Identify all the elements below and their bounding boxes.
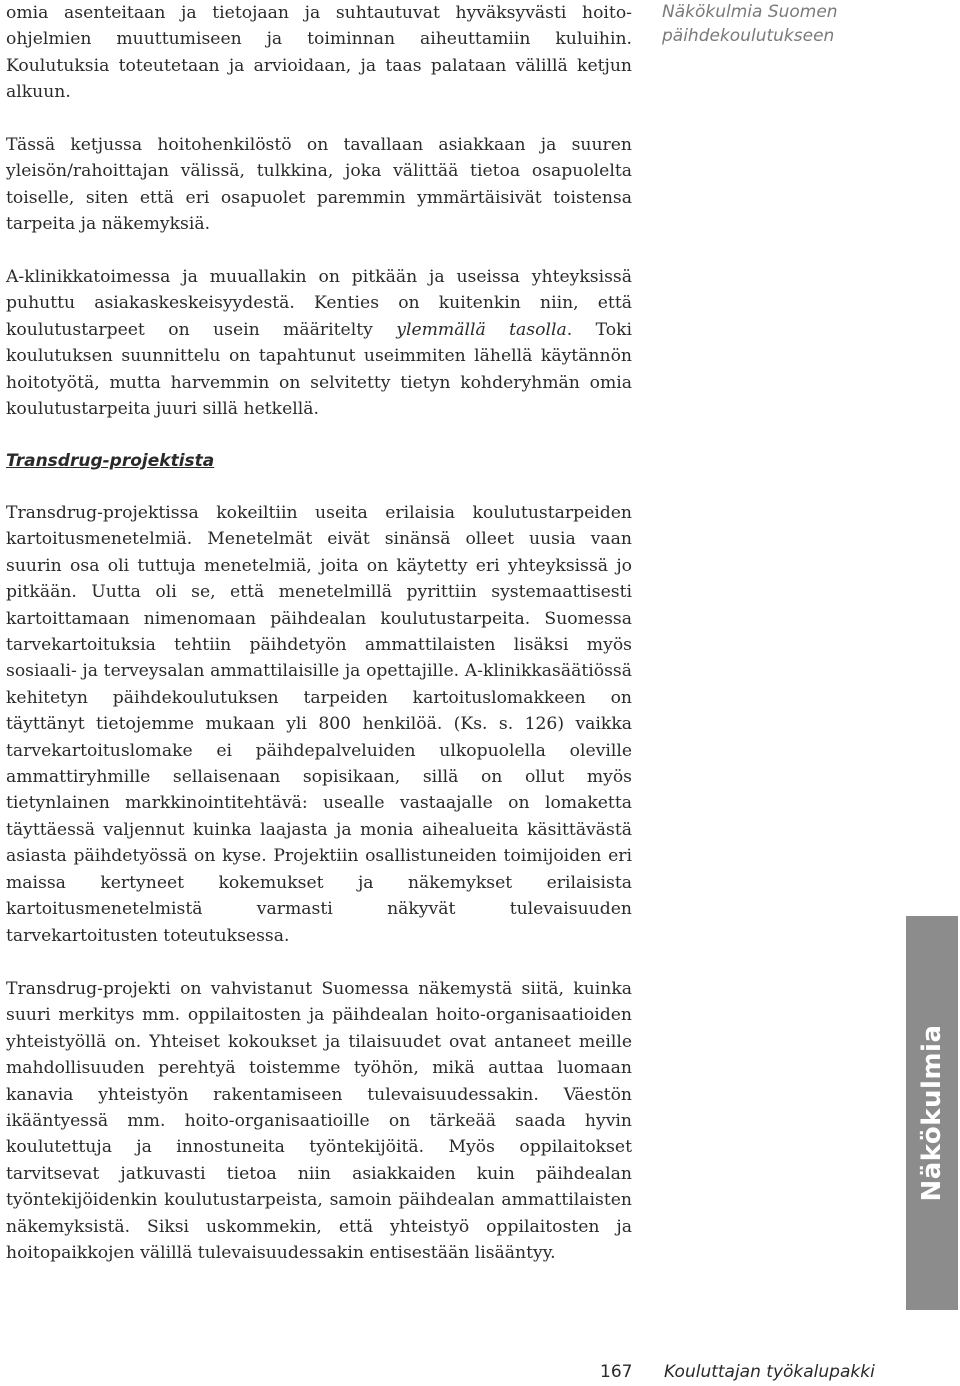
section-heading: Transdrug-projektista	[6, 451, 215, 471]
section-side-tab	[906, 916, 958, 1310]
paragraph-continued: omia asenteitaan ja tietojaan ja suhtautuvat hyväksyvästi hoito-ohjelmien muuttumiseen ja toiminnan aiheuttamiin kuluihin. Koulutuksia toteutetaan ja arvioidaan, ja taas palataan välillä ketjun alkuun.	[6, 3, 632, 103]
paragraph-a-clinic	[6, 264, 632, 422]
running-header	[662, 0, 942, 48]
page-number: 167	[600, 1362, 633, 1382]
paragraph-transdrug-methods: Transdrug-projektissa kokeiltiin useita erilaisia koulutustarpeiden kartoitusmenetelmiä. Menetelmät eivät sinänsä olleet uusia vaan suurin osa oli tuttuja menetelmiä, joita on käytetty eri yhteyksissä jo pitkään. Uutta oli se, että menetelmillä pyrittiin systemaattisesti kartoittamaan nimenomaan päihdealan koulutustarpeita. Suomessa tarvekartoituksia tehtiin päihdetyön ammattilaisten lisäksi myös sosiaali- ja terveysalan ammattilaisille ja opettajille. A-klinikkasäätiössä kehitetyn päihdekoulutuksen tarpeiden kartoituslomakkeen on täyttänyt tietojemme mukaan yli 800 henkilöä. (Ks. s. 126) vaikka tarvekartoituslomake ei päihdepalveluiden ulkopuolella oleville ammattiryhmille sellaisenaan sopisikaan, sillä on ollut myös tietynlainen markkinointitehtävä: usealle vastaajalle on lomaketta täyttäessä valjennut kuinka laajasta ja monia aihealueita käsittävästä asiasta päihdetyössä on kyse. Projektiin osallistuneiden toimijoiden eri maissa kertyneet kokemukset ja näkemykset erilaisista kartoitusmenetelmistä varmasti näkyvät tulevaisuuden tarvekartoitusten toteutuksessa.	[6, 503, 632, 946]
book-title: Kouluttajan työkalupakki	[664, 1362, 875, 1382]
running-header-line2: päihdekoulutukseen	[662, 26, 835, 46]
paragraph-chain: Tässä ketjussa hoitohenkilöstö on tavallaan asiakkaan ja suuren yleisön/rahoittajan välissä, tulkkina, joka välittää tietoa osapuolelta toiselle, siten että eri osapuolet paremmin ymmärtäisivät toistensa tarpeita ja näkemyksiä.	[6, 135, 632, 235]
paragraph-a-clinic-text: A-klinikkatoimessa ja muuallakin on pitkään ja useissa yhteyksissä puhuttu asiakaskeskeisyydestä. Kenties on kuitenkin niin, että koulutustarpeet on usein määritelty	[6, 267, 632, 340]
side-tab-label: Näkökulmia	[917, 1024, 947, 1202]
paragraph-a-clinic-text-end: . Toki koulutuksen suunnittelu on tapahtunut useimmiten lähellä käytännön hoitotyötä, mutta harvemmin on selvitetty tietyn kohderyhmän omia koulutustarpeita juuri sillä hetkellä.	[6, 319, 632, 420]
paragraph-transdrug-cooperation: Transdrug-projekti on vahvistanut Suomessa näkemystä siitä, kuinka suuri merkitys mm. oppilaitosten ja päihdealan hoito-organisaatioiden yhteistyöllä on. Yhteiset kokoukset ja tilaisuudet ovat antaneet meille mahdollisuuden perehtyä toistemme työhön, mikä auttaa luomaan kanavia yhteistyön rakentamiseen tulevaisuudessakin. Väestön ikääntyessä mm. hoito-organisaatioille on tärkeää saada hyvin koulutettuja ja innostuneita työntekijöitä. Myös oppilaitokset tarvitsevat jatkuvasti tietoa niin asiakkaiden kuin päihdealan työntekijöidenkin koulutustarpeista, samoin päihdealan ammattilaisten näkemyksistä. Siksi uskommekin, että yhteistyö oppilaitosten ja hoitopaikkojen välillä tulevaisuudessakin entisestään lisääntyy.	[6, 979, 632, 1264]
paragraph-a-clinic-emphasis: ylemmällä tasolla	[396, 319, 567, 340]
running-header-line1: Näkökulmia Suomen	[662, 2, 838, 22]
